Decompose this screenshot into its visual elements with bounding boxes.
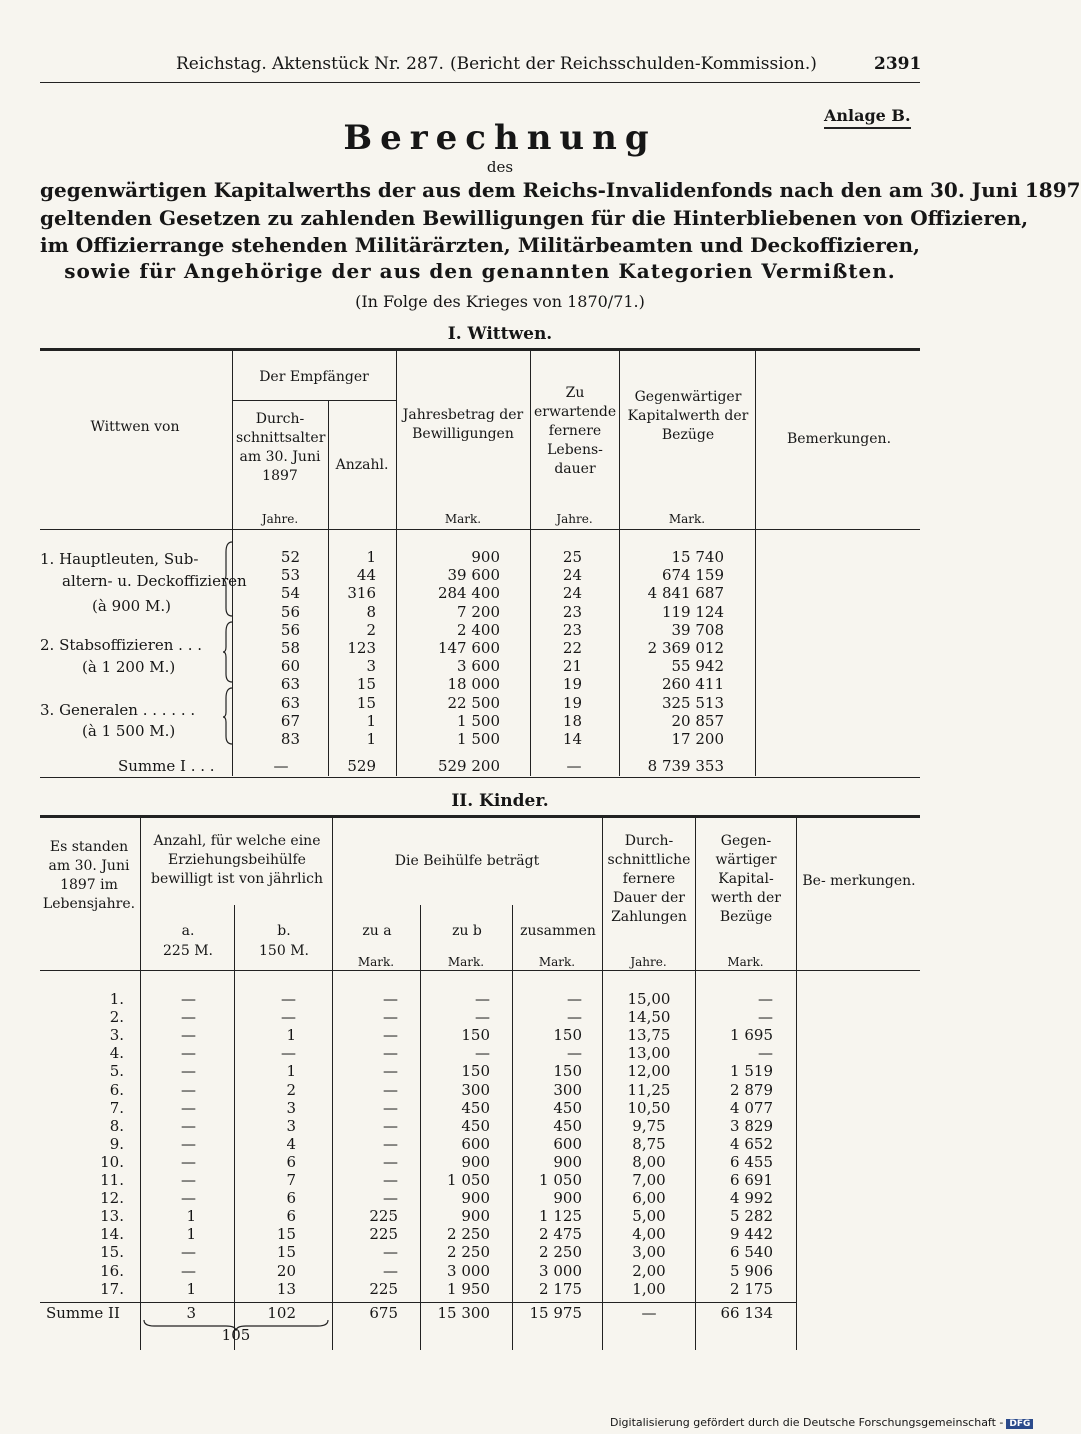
s2-cell-za: — <box>383 1116 398 1135</box>
s2-summe-za: 675 <box>369 1304 398 1322</box>
s1-cell-alter: 56 <box>280 620 300 639</box>
s1-cell-dauer: 22 <box>562 639 582 657</box>
s1-cell-betrag: 900 <box>471 548 500 566</box>
subtitle-line-4: sowie für Angehörige der aus den genannten Kategorien Vermißten. <box>64 259 896 283</box>
s2-cell-zus: 2 175 <box>539 1279 582 1298</box>
s1-header-anzahl: Anzahl. <box>335 457 389 473</box>
s2-cell-a: — <box>181 1008 196 1027</box>
s2-cell-dauer: 10,50 <box>627 1098 671 1117</box>
s2-cell-zb: 2 250 <box>447 1225 490 1244</box>
s2-cell-za: — <box>383 1008 398 1027</box>
s2-cell-zb: 300 <box>461 1080 490 1099</box>
s2-cell-jahr: 6. <box>109 1080 124 1099</box>
s1-cell-dauer: 14 <box>562 730 582 748</box>
s1-cell-anzahl: 2 <box>366 620 376 639</box>
s2-cell-za: 225 <box>369 1207 398 1226</box>
s2-cell-a: — <box>181 1080 196 1099</box>
section2-title: II. Kinder. <box>451 791 549 811</box>
s2-cell-a: — <box>181 1062 196 1081</box>
s2-unit-zu-b: Mark. <box>447 955 485 969</box>
s1-cell-alter: 63 <box>280 693 300 712</box>
s2-cell-jahr: 1. <box>109 990 124 1008</box>
s1-cell-betrag: 22 500 <box>447 693 500 712</box>
s1-cell-kapital: 20 857 <box>671 711 724 730</box>
s2-cell-zus: 2 250 <box>539 1243 582 1262</box>
s2-cell-dauer: 13,00 <box>627 1044 671 1063</box>
s2-vline <box>796 817 797 1350</box>
s1-cell-dauer: 24 <box>562 566 582 585</box>
s1-cell-dauer: 21 <box>562 657 582 676</box>
s1-cell-kapital: 2 369 012 <box>647 639 724 657</box>
s2-cell-jahr: 2. <box>109 1008 124 1027</box>
s1-cell-anzahl: 15 <box>356 693 376 712</box>
s2-cell-za: — <box>383 1098 398 1117</box>
s1-cell-dauer: 24 <box>562 584 582 603</box>
s2-cell-b: — <box>281 990 296 1008</box>
s1-header-wittwen: Wittwen von <box>90 419 180 435</box>
s1-summe-label: Summe I . . . <box>118 757 215 775</box>
s2-summe-label: Summe II <box>46 1304 120 1322</box>
s2-cell-dauer: 3,00 <box>632 1243 666 1262</box>
s2-cell-kapital: 6 540 <box>730 1243 773 1262</box>
s2-vline <box>140 817 141 1350</box>
s2-total-ab: 105 <box>221 1326 251 1344</box>
s1-summe-alter: — <box>273 757 289 775</box>
s1-group-label: 3. Generalen . . . . . . <box>40 701 196 719</box>
s2-cell-zb: — <box>475 1044 490 1063</box>
s2-cell-kapital: 1 695 <box>730 1026 773 1045</box>
s2-header-dauer: Durch- schnittliche fernere Dauer der Zahlungen <box>607 833 691 925</box>
s2-cell-a: — <box>181 1171 196 1189</box>
s2-cell-zus: 900 <box>553 1152 582 1171</box>
s2-cell-dauer: 11,25 <box>627 1080 671 1099</box>
section1-title: I. Wittwen. <box>447 324 553 344</box>
s2-cell-kapital: 3 829 <box>730 1116 773 1135</box>
s2-header-col-a: a. <box>181 923 195 939</box>
s2-cell-za: 225 <box>369 1225 398 1244</box>
s2-cell-za: 225 <box>369 1279 398 1298</box>
s2-cell-jahr: 7. <box>109 1098 124 1117</box>
s2-cell-b: 6 <box>286 1207 296 1226</box>
s2-cell-b: 1 <box>286 1062 296 1081</box>
s2-summe-kapital: 66 134 <box>720 1304 773 1322</box>
s2-header-rule <box>40 970 920 971</box>
s2-cell-jahr: 3. <box>109 1026 124 1045</box>
s2-cell-kapital: 6 455 <box>730 1152 773 1171</box>
s2-cell-b: 15 <box>276 1243 296 1262</box>
s2-cell-kapital: 4 077 <box>730 1098 773 1117</box>
s2-vline <box>602 817 603 1350</box>
s2-cell-b: 6 <box>286 1189 296 1208</box>
s1-cell-betrag: 147 600 <box>437 639 500 657</box>
s2-cell-dauer: 2,00 <box>632 1261 666 1280</box>
s2-cell-b: 2 <box>286 1080 296 1099</box>
s2-cell-dauer: 8,00 <box>632 1152 666 1171</box>
s1-cell-alter: 67 <box>280 711 300 730</box>
s1-cell-kapital: 39 708 <box>671 620 724 639</box>
s1-unit-jahresbetrag: Mark. <box>444 512 482 526</box>
s1-cell-kapital: 15 740 <box>671 548 724 566</box>
s1-header-jahresbetrag: Jahresbetrag der Bewilligungen <box>402 407 524 442</box>
s1-cell-anzahl: 1 <box>366 711 376 730</box>
header-reichstag: Reichstag. <box>176 54 267 74</box>
s2-cell-b: 3 <box>286 1116 296 1135</box>
s2-cell-zb: 150 <box>461 1062 490 1081</box>
s2-cell-dauer: 14,50 <box>627 1008 671 1027</box>
s2-cell-za: — <box>383 1044 398 1063</box>
s2-cell-a: — <box>181 1134 196 1153</box>
s2-header-zu-a: zu a <box>362 923 392 939</box>
s2-cell-zus: 450 <box>553 1116 582 1135</box>
s1-cell-dauer: 25 <box>562 548 582 566</box>
dfg-logo: DFG <box>1006 1419 1033 1429</box>
s1-header-empfaenger: Der Empfänger <box>259 369 369 385</box>
s2-cell-za: — <box>383 1189 398 1208</box>
s1-header-kapitalwerth: Gegenwärtiger Kapitalwerth der Bezüge <box>627 389 749 443</box>
s2-header-bemerkungen: Be- merkungen. <box>802 873 916 889</box>
s2-cell-dauer: 7,00 <box>632 1171 666 1189</box>
s1-cell-alter: 56 <box>280 602 300 621</box>
s1-cell-anzahl: 44 <box>356 566 376 585</box>
s1-unit-alter: Jahre. <box>261 512 299 526</box>
s2-summe-b: 102 <box>267 1304 296 1322</box>
digitization-footer <box>610 1416 1033 1429</box>
s1-cell-betrag: 1 500 <box>457 730 500 748</box>
s2-cell-zus: 450 <box>553 1098 582 1117</box>
s1-cell-alter: 60 <box>280 657 300 676</box>
s1-cell-alter: 83 <box>280 730 300 748</box>
s1-cell-anzahl: 3 <box>366 657 376 676</box>
s2-cell-b: 1 <box>286 1026 296 1045</box>
s1-unit-kapitalwerth: Mark. <box>668 512 706 526</box>
s2-cell-a: — <box>181 1261 196 1280</box>
s1-cell-betrag: 1 500 <box>457 711 500 730</box>
s2-cell-za: — <box>383 1171 398 1189</box>
s1-cell-kapital: 325 513 <box>661 693 724 712</box>
s2-cell-za: — <box>383 990 398 1008</box>
s2-cell-zus: — <box>567 1044 582 1063</box>
s2-cell-zb: 2 250 <box>447 1243 490 1262</box>
s2-cell-kapital: 4 652 <box>730 1134 773 1153</box>
s2-cell-jahr: 17. <box>100 1279 124 1298</box>
s2-cell-zb: 600 <box>461 1134 490 1153</box>
s2-cell-jahr: 14. <box>100 1225 124 1244</box>
s2-cell-dauer: 13,75 <box>627 1026 671 1045</box>
s2-cell-kapital: — <box>758 1008 773 1027</box>
s2-cell-a: 1 <box>186 1279 196 1298</box>
s2-cell-a: — <box>181 1152 196 1171</box>
in-folge-note: (In Folge des Krieges von 1870/71.) <box>355 292 645 311</box>
s1-cell-alter: 63 <box>280 675 300 694</box>
s2-cell-zus: — <box>567 990 582 1008</box>
s2-header-col-b: b. <box>277 923 291 939</box>
s1-cell-kapital: 17 200 <box>671 730 724 748</box>
s1-summe-dauer: — <box>566 757 582 775</box>
s2-cell-jahr: 8. <box>109 1116 124 1135</box>
s2-unit-zusammen: Mark. <box>538 955 576 969</box>
s2-header-col-b-amount: 150 M. <box>259 943 309 959</box>
s1-cell-kapital: 4 841 687 <box>647 584 724 603</box>
s2-cell-zus: 600 <box>553 1134 582 1153</box>
s2-cell-zb: 450 <box>461 1116 490 1135</box>
s1-cell-alter: 53 <box>280 566 300 585</box>
s2-cell-zus: — <box>567 1008 582 1027</box>
s2-vline <box>234 905 235 1350</box>
document-title: Berechnung <box>343 118 657 158</box>
s2-cell-a: 1 <box>186 1225 196 1244</box>
s1-summe-anzahl: 529 <box>347 757 376 775</box>
s2-cell-zus: 1 050 <box>539 1171 582 1189</box>
s2-header-beihuelfe: Die Beihülfe beträgt <box>394 853 540 869</box>
s2-cell-dauer: 15,00 <box>627 990 671 1008</box>
s2-top-rule <box>40 815 920 818</box>
subtitle-line-1: gegenwärtigen Kapitalwerths der aus dem Reichs-Invalidenfonds nach den am 30. Juni 1897 <box>40 178 1081 202</box>
s1-cell-anzahl: 1 <box>366 548 376 566</box>
s2-cell-kapital: — <box>758 990 773 1008</box>
s1-cell-alter: 58 <box>280 639 300 657</box>
s1-cell-betrag: 3 600 <box>457 657 500 676</box>
s2-summe-dauer: — <box>641 1304 657 1322</box>
s1-cell-anzahl: 1 <box>366 730 376 748</box>
s2-cell-zus: 1 125 <box>539 1207 582 1226</box>
s2-cell-za: — <box>383 1152 398 1171</box>
s1-cell-kapital: 260 411 <box>661 675 724 694</box>
s2-cell-dauer: 1,00 <box>632 1279 666 1298</box>
s2-unit-kapital: Mark. <box>727 955 764 969</box>
s2-cell-jahr: 9. <box>109 1134 124 1153</box>
s2-cell-zus: 150 <box>553 1026 582 1045</box>
s1-cell-dauer: 18 <box>562 711 582 730</box>
s1-group-label: 1. Hauptleuten, Sub- <box>40 550 199 568</box>
s2-vline <box>332 817 333 1350</box>
s2-cell-kapital: — <box>758 1044 773 1063</box>
s2-cell-b: 15 <box>276 1225 296 1244</box>
s2-cell-a: 1 <box>186 1207 196 1226</box>
s2-cell-zb: 450 <box>461 1098 490 1117</box>
s2-unit-zu-a: Mark. <box>357 955 395 969</box>
s2-cell-a: — <box>181 1098 196 1117</box>
s2-cell-jahr: 12. <box>100 1189 124 1208</box>
s2-cell-za: — <box>383 1243 398 1262</box>
s2-cell-dauer: 9,75 <box>632 1116 666 1135</box>
s1-header-bemerkungen: Bemerkungen. <box>786 431 892 447</box>
s1-cell-alter: 52 <box>280 548 300 566</box>
s2-header-kapital: Gegen- wärtiger Kapital- werth der Bezüge <box>711 833 781 925</box>
s2-header-anzahl-group: Anzahl, für welche eine Erziehungsbeihülfe bewilligt ist von jährlich <box>151 833 323 887</box>
title-des: des <box>486 158 514 176</box>
s2-cell-jahr: 5. <box>109 1062 124 1081</box>
s2-cell-jahr: 11. <box>100 1171 124 1189</box>
subtitle-line-3: im Offizierrange stehenden Militärärzten, Militärbeamten und Deckoffizieren, <box>40 233 920 257</box>
s2-cell-zb: 150 <box>461 1026 490 1045</box>
s1-cell-kapital: 119 124 <box>661 602 724 621</box>
s1-header-dauer: Zu erwartende fernere Lebens- dauer <box>534 385 617 477</box>
s2-cell-zb: 900 <box>461 1152 490 1171</box>
s2-cell-b: 4 <box>286 1134 296 1153</box>
s1-cell-dauer: 19 <box>562 675 582 694</box>
s1-cell-dauer: 23 <box>562 602 582 621</box>
s2-cell-b: 6 <box>286 1152 296 1171</box>
s1-group-label: (à 900 M.) <box>92 597 171 615</box>
s1-cell-alter: 54 <box>280 584 300 603</box>
s2-cell-kapital: 9 442 <box>730 1225 773 1244</box>
s2-cell-zus: 3 000 <box>539 1261 582 1280</box>
s1-group-label: (à 1 500 M.) <box>82 722 176 740</box>
s2-vline <box>695 817 696 1350</box>
s2-cell-za: — <box>383 1134 398 1153</box>
s2-cell-b: — <box>281 1008 296 1027</box>
s2-summe-rule <box>40 1302 796 1303</box>
s1-group-label: (à 1 200 M.) <box>82 658 176 676</box>
s1-cell-betrag: 284 400 <box>437 584 500 603</box>
s2-cell-zb: — <box>475 990 490 1008</box>
s2-cell-dauer: 4,00 <box>632 1225 666 1244</box>
s2-cell-a: — <box>181 1243 196 1262</box>
s2-cell-zus: 300 <box>553 1080 582 1099</box>
footer-text: Digitalisierung gefördert durch die Deutsche Forschungsgemeinschaft - <box>610 1416 1004 1429</box>
s2-cell-a: — <box>181 1044 196 1063</box>
s2-cell-zb: 1 950 <box>447 1279 490 1298</box>
s1-cell-dauer: 19 <box>562 693 582 712</box>
page-number: 2391 <box>874 54 922 74</box>
s1-group-label: 2. Stabsoffizieren . . . <box>40 636 203 654</box>
s2-cell-a: — <box>181 1026 196 1045</box>
s1-cell-anzahl: 316 <box>347 584 376 603</box>
s1-cell-dauer: 23 <box>562 620 582 639</box>
s2-cell-kapital: 1 519 <box>730 1062 773 1081</box>
s1-cell-betrag: 7 200 <box>457 602 500 621</box>
s1-cell-kapital: 674 159 <box>661 566 724 585</box>
s1-cell-anzahl: 8 <box>366 602 376 621</box>
s2-cell-kapital: 5 906 <box>730 1261 773 1280</box>
s2-cell-za: — <box>383 1080 398 1099</box>
s2-cell-zb: 1 050 <box>447 1171 490 1189</box>
s2-cell-kapital: 2 879 <box>730 1080 773 1099</box>
s1-cell-betrag: 2 400 <box>457 620 500 639</box>
s2-cell-zus: 2 475 <box>539 1225 582 1244</box>
s2-vline <box>420 905 421 1350</box>
s2-cell-jahr: 15. <box>100 1243 124 1262</box>
s1-cell-kapital: 55 942 <box>671 657 724 676</box>
s1-group-label: altern- u. Deckoffizieren <box>62 572 247 590</box>
s2-cell-jahr: 13. <box>100 1207 124 1226</box>
s1-cell-betrag: 39 600 <box>447 566 500 585</box>
s1-summe-betrag: 529 200 <box>437 757 500 775</box>
s2-cell-dauer: 6,00 <box>632 1189 666 1208</box>
s2-header-zu-b: zu b <box>452 923 482 939</box>
s2-cell-dauer: 8,75 <box>632 1134 666 1153</box>
s1-cell-betrag: 18 000 <box>447 675 500 694</box>
s1-header-alter: Durch- schnittsalter am 30. Juni 1897 <box>236 411 326 484</box>
s2-summe-zus: 15 975 <box>529 1304 582 1322</box>
s2-cell-dauer: 12,00 <box>627 1062 671 1081</box>
s2-cell-zb: 900 <box>461 1207 490 1226</box>
s2-header-lebensjahr: Es standen am 30. Juni 1897 im Lebensjahre. <box>42 839 136 912</box>
header-bericht: (Bericht der Reichsschulden-Kommission.) <box>450 54 817 74</box>
s2-summe-a: 3 <box>186 1304 196 1322</box>
s2-cell-jahr: 4. <box>109 1044 124 1063</box>
s2-unit-dauer: Jahre. <box>630 955 667 969</box>
s2-cell-za: — <box>383 1261 398 1280</box>
s2-cell-b: — <box>281 1044 296 1063</box>
s2-cell-dauer: 5,00 <box>632 1207 666 1226</box>
anlage-label: Anlage B. <box>824 106 911 129</box>
s2-cell-jahr: 10. <box>100 1152 124 1171</box>
subtitle-line-2: geltenden Gesetzen zu zahlenden Bewilligungen für die Hinterbliebenen von Offizieren, <box>40 206 1029 230</box>
s2-cell-kapital: 2 175 <box>730 1279 773 1298</box>
s2-cell-zb: — <box>475 1008 490 1027</box>
s1-summe-kapital: 8 739 353 <box>647 757 724 775</box>
s2-header-zusammen: zusammen <box>520 923 596 939</box>
s2-cell-b: 3 <box>286 1098 296 1117</box>
s2-cell-a: — <box>181 990 196 1008</box>
s2-cell-b: 13 <box>276 1279 296 1298</box>
s2-cell-zb: 3 000 <box>447 1261 490 1280</box>
s2-cell-a: — <box>181 1116 196 1135</box>
s2-cell-zus: 900 <box>553 1189 582 1208</box>
s1-cell-anzahl: 123 <box>347 639 376 657</box>
s2-cell-a: — <box>181 1189 196 1208</box>
s2-cell-kapital: 6 691 <box>730 1171 773 1189</box>
s2-cell-kapital: 5 282 <box>730 1207 773 1226</box>
s1-unit-dauer: Jahre. <box>556 512 593 526</box>
s2-cell-zb: 900 <box>461 1189 490 1208</box>
s2-cell-zus: 150 <box>553 1062 582 1081</box>
s2-cell-b: 7 <box>286 1171 296 1189</box>
s2-summe-zb: 15 300 <box>437 1304 490 1322</box>
s1-cell-anzahl: 15 <box>356 675 376 694</box>
header-aktenstueck: Aktenstück Nr. 287. <box>272 54 444 74</box>
s2-cell-za: — <box>383 1026 398 1045</box>
s2-cell-jahr: 16. <box>100 1261 124 1280</box>
s2-cell-kapital: 4 992 <box>730 1189 773 1208</box>
s2-cell-za: — <box>383 1062 398 1081</box>
s2-cell-b: 20 <box>276 1261 296 1280</box>
s2-header-col-a-amount: 225 M. <box>163 943 213 959</box>
s2-vline <box>512 905 513 1350</box>
